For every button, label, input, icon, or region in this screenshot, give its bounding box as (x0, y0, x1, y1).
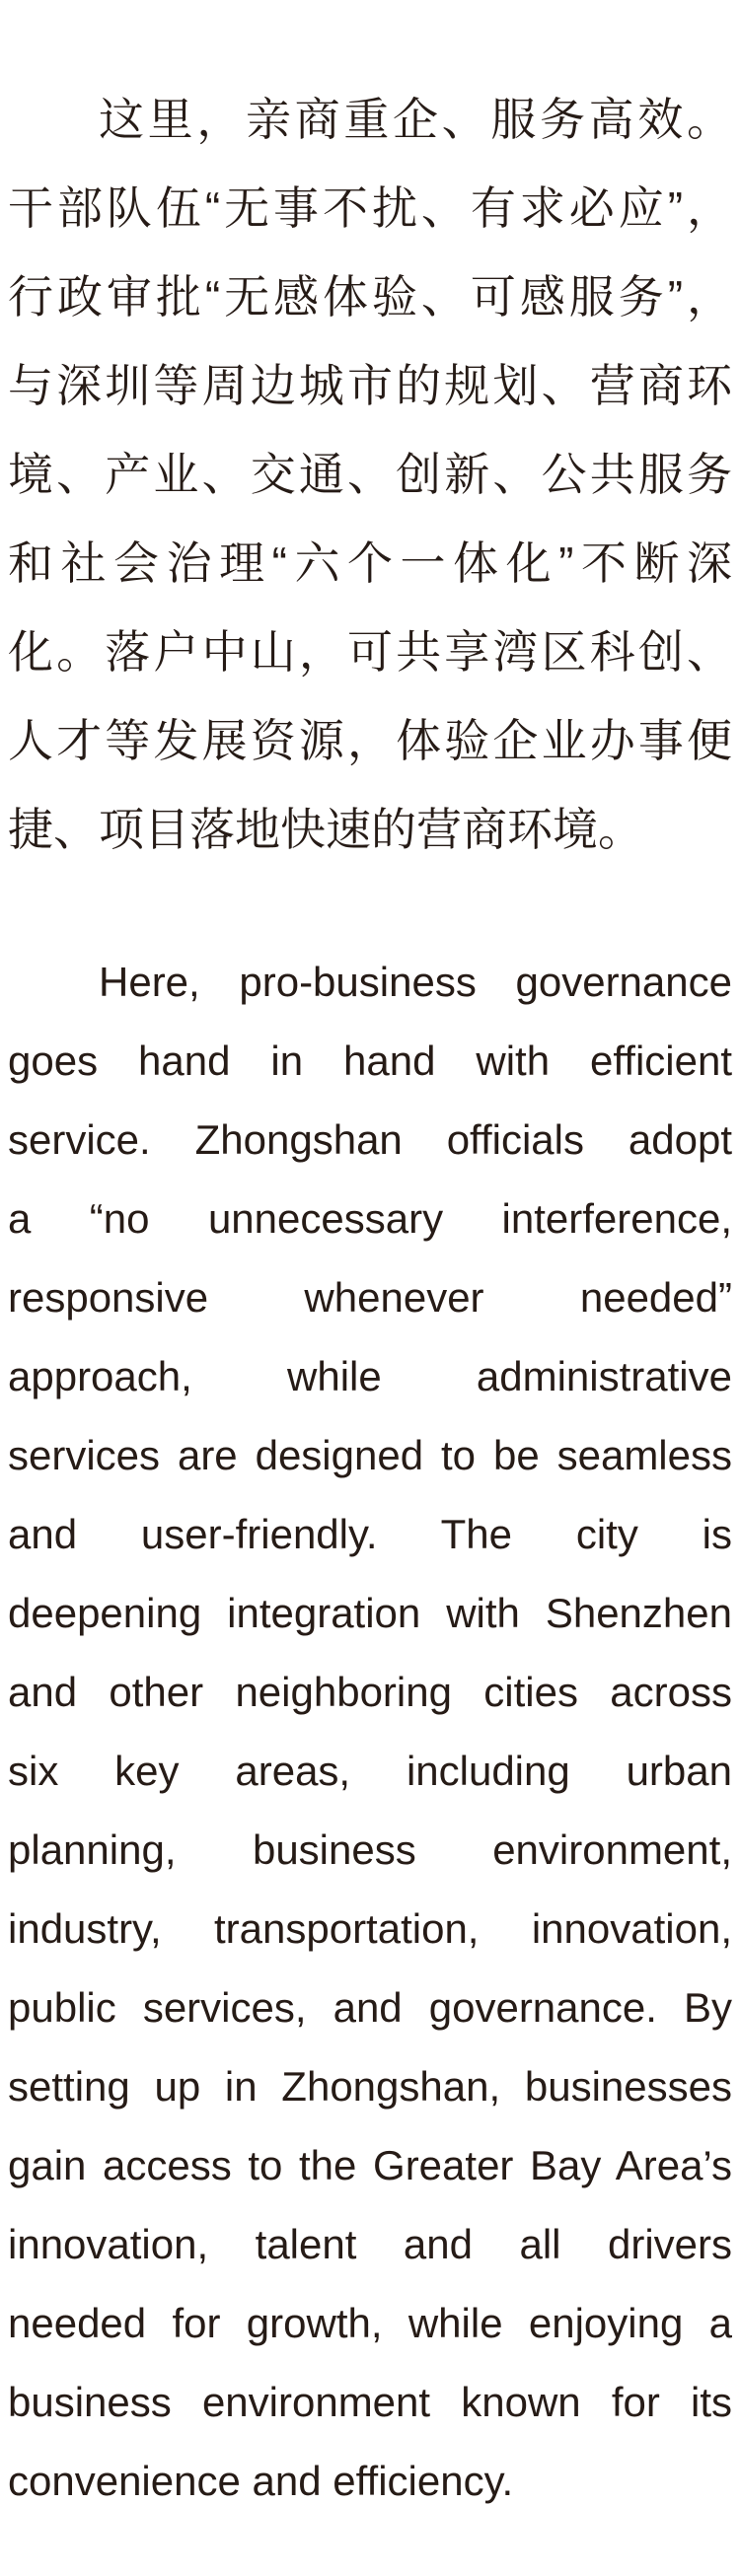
text-line: approach, while administrative (8, 1353, 732, 1399)
text-line: 这里，亲商重企、服务高效。 (99, 94, 732, 145)
chinese-paragraph (8, 75, 732, 874)
text-line: planning, business environment, (8, 1826, 732, 1873)
text-line: industry, transportation, innovation, (8, 1905, 732, 1952)
text-line: business environment known for its (8, 2379, 732, 2425)
english-paragraph (8, 943, 732, 2521)
text-line: 人才等发展资源，体验企业办事便 (8, 715, 732, 766)
text-line: public services, and governance. By (8, 1984, 732, 2031)
text-line: 境、产业、交通、创新、公共服务 (8, 449, 732, 500)
text-line: 行政审批“无感体验、可感服务”， (8, 271, 732, 322)
text-line: convenience and efficiency. (8, 2458, 514, 2504)
text-line: responsive whenever needed” (8, 1274, 732, 1321)
text-line: a “no unnecessary interference, (8, 1195, 732, 1242)
text-line: goes hand in hand with efficient (8, 1038, 732, 1084)
text-line: and user-friendly. The city is (8, 1511, 732, 1557)
text-line: 和社会治理“六个一体化”不断深 (8, 537, 732, 589)
text-line: deepening integration with Shenzhen (8, 1590, 732, 1636)
text-line: and other neighboring cities across (8, 1669, 732, 1715)
text-line: service. Zhongshan officials adopt (8, 1116, 732, 1163)
text-line: innovation, talent and all drivers (8, 2221, 732, 2267)
text-line: services are designed to be seamless (8, 1432, 732, 1478)
text-line: gain access to the Greater Bay Area’s (8, 2142, 732, 2188)
text-line: setting up in Zhongshan, businesses (8, 2063, 732, 2110)
text-line: 与深圳等周边城市的规划、营商环 (8, 360, 732, 411)
text-line: needed for growth, while enjoying a (8, 2300, 732, 2346)
text-line: 干部队伍“无事不扰、有求必应”， (8, 182, 732, 234)
text-line: 化。落户中山，可共享湾区科创、 (8, 626, 732, 678)
text-line: Here, pro-business governance (99, 959, 732, 1005)
text-line: 捷、项目落地快速的营商环境。 (8, 804, 643, 855)
text-line: six key areas, including urban (8, 1748, 732, 1794)
